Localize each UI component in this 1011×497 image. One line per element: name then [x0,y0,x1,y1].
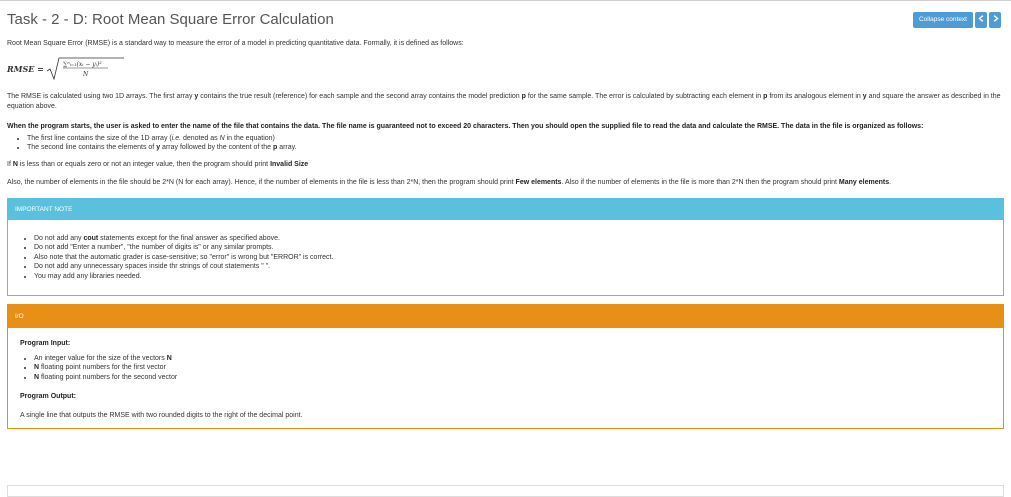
formula-denominator: N [82,71,89,79]
list-item: • An integer value for the size of the vectors N [34,354,991,364]
formula-numerator: ∑ⁿᵢ₌₁(xᵢ − yᵢ)² [62,61,102,69]
header-buttons [913,12,1001,28]
list-item: • Do not add any cout statements except for the final answer as specified above. [34,234,991,244]
element-count-text: Also, the number of elements in the file should be 2*N (N for each array). Hence, if the number of elements in the file is less than 2*N, then the program should print Few elements. Also if the number of elements in the file is more than 2*N then the program should print Many elements. [7,179,892,187]
list-item: • The first line contains the size of the 1D array (i.e. denoted as N in the equation) [27,134,1004,144]
program-output-label: Program Output: [20,393,76,401]
rmse-description: The RMSE is calculated using two 1D arrays. The first array y contains the true result (reference) for each sample and the second array contains the model prediction p for the same sample. The error is calculated by subtracting each element in p from its analogous element in y and square the answer as described in the equation above. [7,93,1001,110]
arrow-left-icon[interactable] [975,12,987,28]
list-item: • Do not add any unnecessary spaces inside thr strings of cout statements " ". [34,262,991,272]
program-input-label: Program Input: [20,340,71,348]
invalid-size-text: If N is less than or equals zero or not an integer value, then the program should print Invalid Size [7,160,309,168]
sqrt-fraction [46,57,126,81]
list-item: • You may add any libraries needed. [34,272,991,282]
list-item: • The second line contains the elements of y array followed by the content of the p array. [27,143,1004,153]
page-title: Task - 2 - D: Root Mean Square Error Calculation [7,11,334,28]
list-item: • Do not add "Enter a number", "the number of digits is" or any similar prompts. [34,243,991,253]
program-output-text: A single line that outputs the RMSE with two rounded digits to the right of the decimal point. [20,411,303,419]
collapse-context-button[interactable]: Collapse context [913,12,973,28]
task-page [7,6,1004,429]
io-panel [7,304,1004,429]
io-heading: I/O [8,305,1003,328]
important-note-heading: IMPORTANT NOTE [8,199,1003,220]
important-note-panel [7,198,1004,297]
top-divider [0,0,1011,1]
next-panel-edge [7,485,1004,497]
list-item: • Also note that the automatic grader is case-sensitive; so "error" is wrong but "ERROR" is correct. [34,253,991,263]
important-note-body [8,220,1003,296]
list-item: • N floating point numbers for the first vector [34,363,991,373]
important-note-list [20,234,991,282]
list-item: • N floating point numbers for the second vector [34,373,991,383]
rmse-formula [7,57,1004,81]
intro-text: Root Mean Square Error (RMSE) is a standard way to measure the error of a model in predicting quantitative data. Formally, it is defined as follows: [7,40,464,47]
program-input-list [20,354,991,383]
file-format-list [7,134,1004,153]
io-body [8,328,1003,428]
program-start-text: When the program starts, the user is asked to enter the name of the file that contains the data. The file name is guaranteed not to exceed 20 characters. Then you should open the supplied file to read the data and calculate the RMSE. The data in the file is organized as follows: [7,123,924,131]
formula-lhs: RMSE = [7,64,44,75]
arrow-right-icon[interactable] [989,12,1001,28]
